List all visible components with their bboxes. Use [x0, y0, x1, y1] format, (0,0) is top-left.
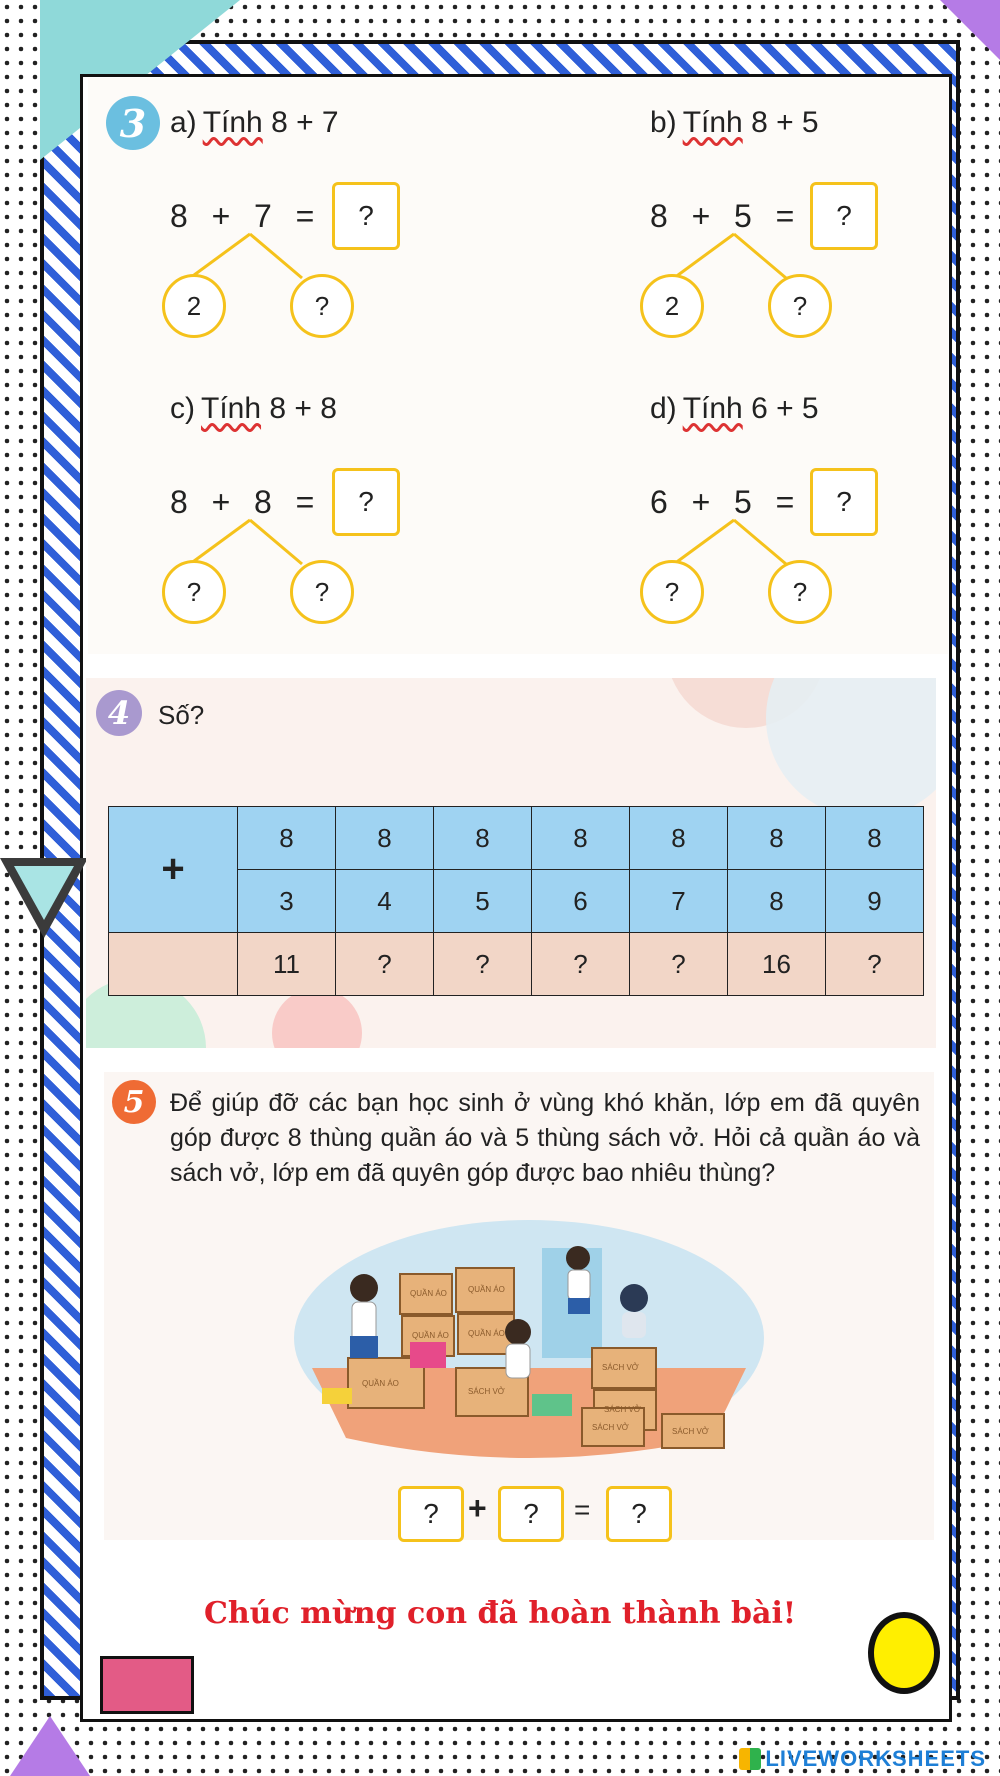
box-label-books: SÁCH VỞ	[592, 1423, 629, 1432]
part-c-bond-left[interactable]: ?	[162, 560, 226, 624]
table-cell: 7	[630, 870, 728, 933]
part-b-bond-left: 2	[640, 274, 704, 338]
answer-box-a[interactable]: ?	[398, 1486, 464, 1542]
decor-triangle-purple	[940, 0, 1000, 60]
part-c-label: c) Tính 8 + 8	[170, 392, 337, 425]
box-label-clothes: QUẦN ÁO	[410, 1289, 447, 1298]
part-b-result-box[interactable]: ?	[810, 182, 878, 250]
part-a-result-box[interactable]: ?	[332, 182, 400, 250]
watermark-text: LIVEWORKSHEETS	[765, 1746, 986, 1771]
table-cell: 8	[630, 807, 728, 870]
part-c-bond-right[interactable]: ?	[290, 560, 354, 624]
donation-illustration	[292, 1218, 766, 1458]
exercise-4-badge: 4	[96, 690, 142, 736]
exercise-4-title: Số?	[158, 700, 205, 730]
part-d-result-box[interactable]: ?	[810, 468, 878, 536]
table-cell: 9	[826, 870, 924, 933]
part-b-equation: 8 + 5 =	[650, 198, 797, 234]
part-c-result-box[interactable]: ?	[332, 468, 400, 536]
answer-box-result[interactable]: ?	[606, 1486, 672, 1542]
answer-plus-sign: +	[468, 1490, 487, 1526]
box-label-books: SÁCH VỞ	[672, 1427, 709, 1436]
liveworksheets-logo-icon	[739, 1748, 761, 1770]
part-d-bond-left[interactable]: ?	[640, 560, 704, 624]
table-row	[109, 933, 924, 996]
table-answer-cell[interactable]: ?	[630, 933, 728, 996]
part-c-equation: 8 + 8 =	[170, 484, 317, 520]
decor-yellow-circle	[868, 1612, 940, 1694]
table-cell: 8	[728, 870, 826, 933]
part-a-equation: 8 + 7 =	[170, 198, 317, 234]
box-label-books: SÁCH VỞ	[604, 1405, 641, 1414]
exercise-3-badge: 3	[106, 96, 160, 150]
table-answer-cell: 11	[238, 933, 336, 996]
box-label-books: SÁCH VỞ	[602, 1363, 639, 1372]
decor-triangle-bottom	[10, 1716, 90, 1776]
word-problem-text: Để giúp đỡ các bạn học sinh ở vùng khó khăn, lớp em đã quyên góp được 8 thùng quần áo và 5 thùng sách vở. Hỏi cả quần áo và sách vở, lớp em đã quyên góp được bao nhiêu thùng?	[170, 1089, 920, 1187]
box-label-clothes: QUẦN ÁO	[468, 1329, 505, 1338]
liveworksheets-watermark	[739, 1746, 986, 1772]
part-d-label: d) Tính 6 + 5	[650, 392, 819, 425]
addition-table	[108, 806, 924, 996]
table-row	[109, 807, 924, 870]
table-cell: 8	[728, 807, 826, 870]
table-answer-cell[interactable]: ?	[532, 933, 630, 996]
congrats-message: Chúc mừng con đã hoàn thành bài!	[203, 1596, 797, 1631]
part-a-bond-left: 2	[162, 274, 226, 338]
table-answer-cell[interactable]: ?	[434, 933, 532, 996]
answer-box-b[interactable]: ?	[498, 1486, 564, 1542]
part-a-bond-right[interactable]: ?	[290, 274, 354, 338]
table-answer-cell[interactable]: ?	[336, 933, 434, 996]
table-cell: 8	[826, 807, 924, 870]
box-label-clothes: QUẦN ÁO	[468, 1285, 505, 1294]
table-answer-cell[interactable]: ?	[826, 933, 924, 996]
table-cell: 6	[532, 870, 630, 933]
table-operator: +	[109, 807, 238, 933]
table-empty-cell	[109, 933, 238, 996]
box-label-clothes: QUẦN ÁO	[362, 1379, 399, 1388]
decor-pink-rectangle	[100, 1656, 194, 1714]
part-b-label: b) Tính 8 + 5	[650, 106, 819, 139]
part-a-label: a) Tính 8 + 7	[170, 106, 339, 139]
box-label-clothes: QUẦN ÁO	[412, 1331, 449, 1340]
decor-triangle-side	[0, 858, 88, 938]
table-cell: 4	[336, 870, 434, 933]
table-cell: 8	[434, 807, 532, 870]
table-answer-cell: 16	[728, 933, 826, 996]
exercise-5-badge: 5	[112, 1080, 156, 1124]
answer-equals-sign: =	[574, 1494, 591, 1525]
part-b-bond-right[interactable]: ?	[768, 274, 832, 338]
part-d-equation: 6 + 5 =	[650, 484, 797, 520]
table-cell: 8	[336, 807, 434, 870]
table-cell: 5	[434, 870, 532, 933]
table-cell: 3	[238, 870, 336, 933]
box-label-books: SÁCH VỞ	[468, 1387, 505, 1396]
part-d-bond-right[interactable]: ?	[768, 560, 832, 624]
table-cell: 8	[238, 807, 336, 870]
table-cell: 8	[532, 807, 630, 870]
